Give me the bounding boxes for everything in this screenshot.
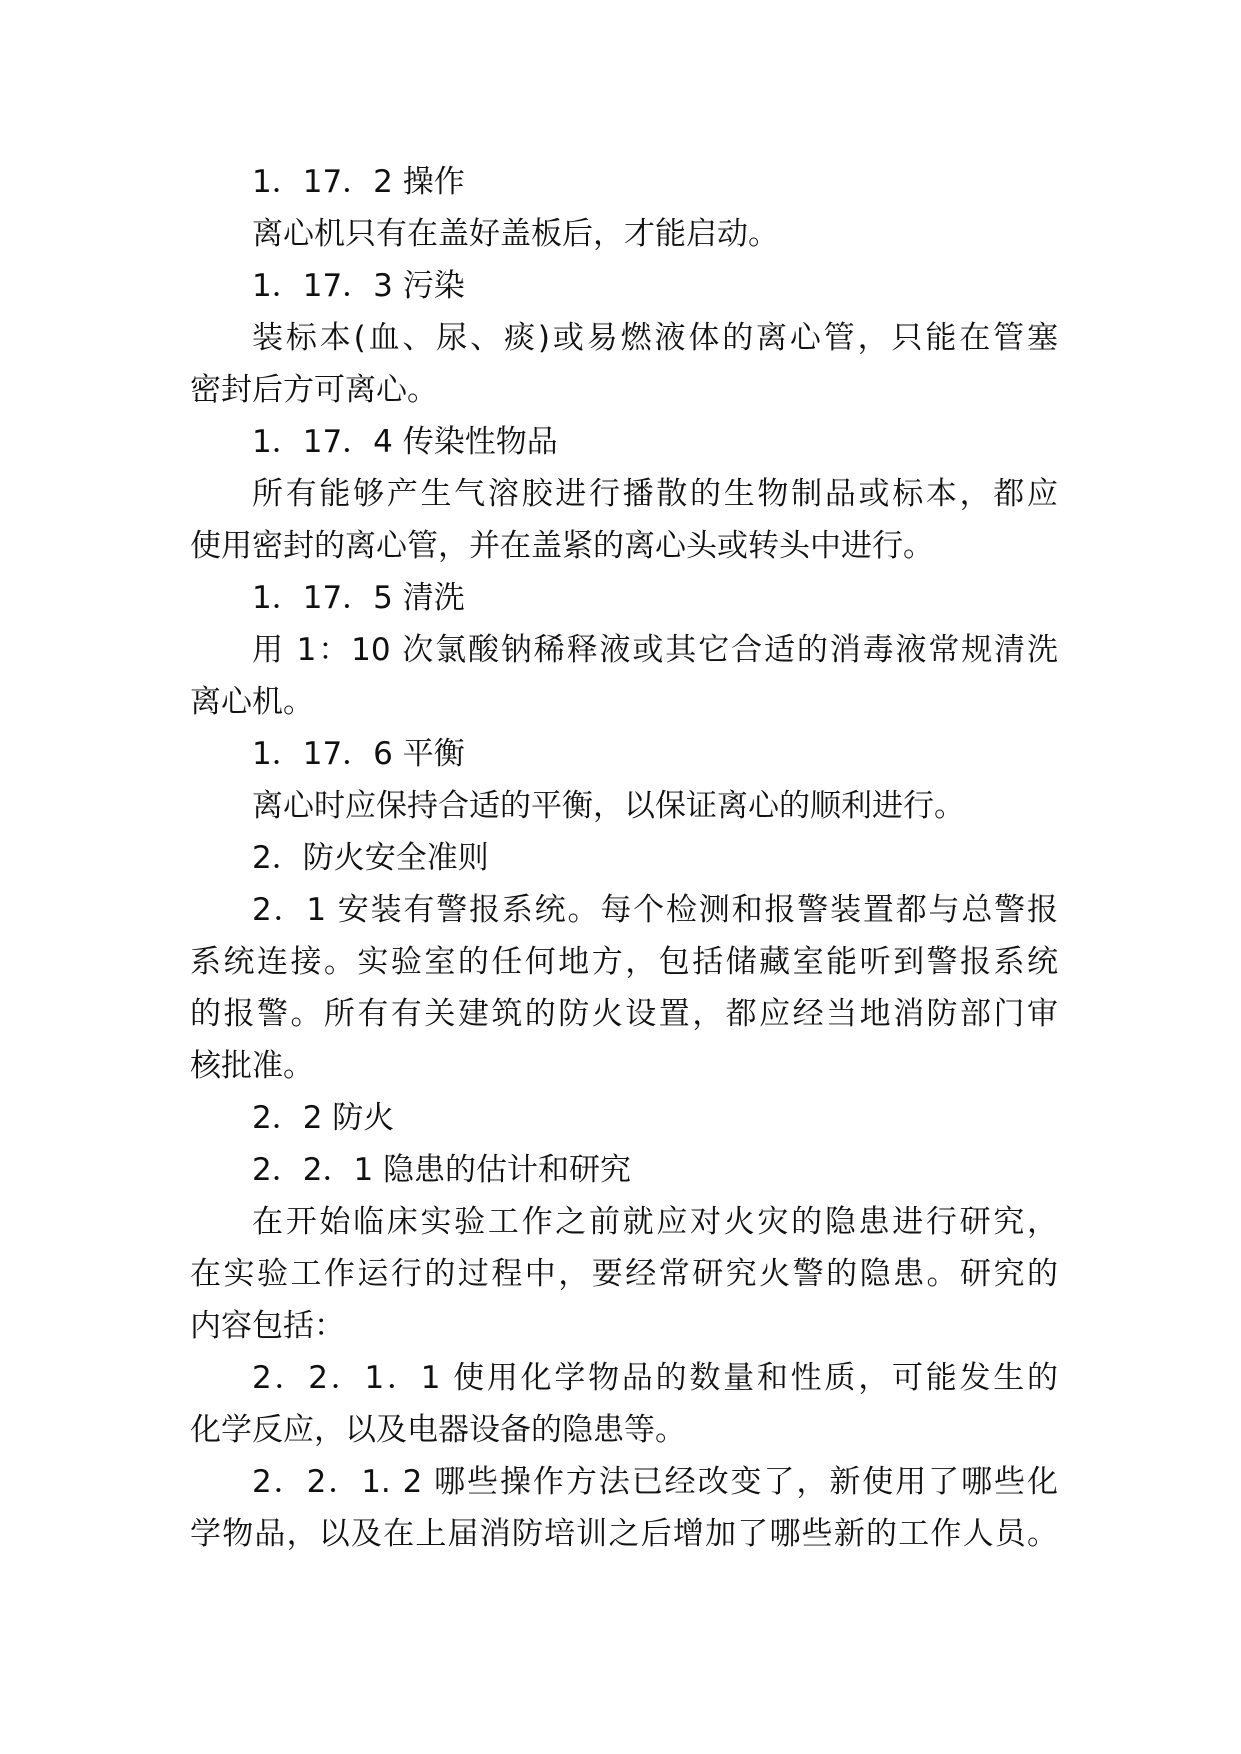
section-heading-1-17-3: 1．17．3 污染 bbox=[252, 268, 465, 304]
paragraph-line: 密封后方可离心。 bbox=[190, 372, 438, 408]
section-heading-2-2: 2．2 防火 bbox=[252, 1100, 395, 1136]
section-heading-1-17-6: 1．17．6 平衡 bbox=[252, 736, 465, 772]
paragraph-line: 内容包括： bbox=[190, 1308, 345, 1344]
section-heading-1-17-4: 1．17．4 传染性物品 bbox=[252, 424, 558, 460]
paragraph-line: 装标本(血、尿、痰)或易燃液体的离心管，只能在管塞 bbox=[252, 320, 1058, 356]
paragraph-line: 2．2．1．1 使用化学物品的数量和性质，可能发生的 bbox=[252, 1360, 1058, 1396]
paragraph-line: 离心时应保持合适的平衡，以保证离心的顺利进行。 bbox=[252, 788, 965, 824]
document-body bbox=[190, 156, 1058, 1560]
paragraph-line: 2．1 安装有警报系统。每个检测和报警装置都与总警报 bbox=[252, 892, 1058, 928]
section-heading-2: 2．防火安全准则 bbox=[252, 840, 489, 876]
paragraph-line: 用 1：10 次氯酸钠稀释液或其它合适的消毒液常规清洗 bbox=[252, 632, 1058, 668]
paragraph-line: 的报警。所有有关建筑的防火设置，都应经当地消防部门审 bbox=[190, 996, 1058, 1032]
paragraph-line: 离心机只有在盖好盖板后，才能启动。 bbox=[252, 216, 779, 252]
paragraph-line: 离心机。 bbox=[190, 684, 314, 720]
section-heading-2-2-1: 2．2．1 隐患的估计和研究 bbox=[252, 1152, 632, 1188]
paragraph-line: 学物品，以及在上届消防培训之后增加了哪些新的工作人员。 bbox=[190, 1516, 1058, 1552]
paragraph-line: 核批准。 bbox=[190, 1048, 314, 1084]
paragraph-line: 所有能够产生气溶胶进行播散的生物制品或标本，都应 bbox=[252, 476, 1058, 512]
section-heading-1-17-5: 1．17．5 清洗 bbox=[252, 580, 465, 616]
paragraph-line: 化学反应，以及电器设备的隐患等。 bbox=[190, 1412, 686, 1448]
paragraph-line: 在实验工作运行的过程中，要经常研究火警的隐患。研究的 bbox=[190, 1256, 1058, 1292]
paragraph-line: 系统连接。实验室的任何地方，包括储藏室能听到警报系统 bbox=[190, 944, 1058, 980]
paragraph-line: 2．2．1. 2 哪些操作方法已经改变了，新使用了哪些化 bbox=[252, 1464, 1058, 1500]
section-heading-1-17-2: 1．17．2 操作 bbox=[252, 164, 465, 200]
paragraph-line: 使用密封的离心管，并在盖紧的离心头或转头中进行。 bbox=[190, 528, 934, 564]
paragraph-line: 在开始临床实验工作之前就应对火灾的隐患进行研究， bbox=[252, 1204, 1058, 1240]
